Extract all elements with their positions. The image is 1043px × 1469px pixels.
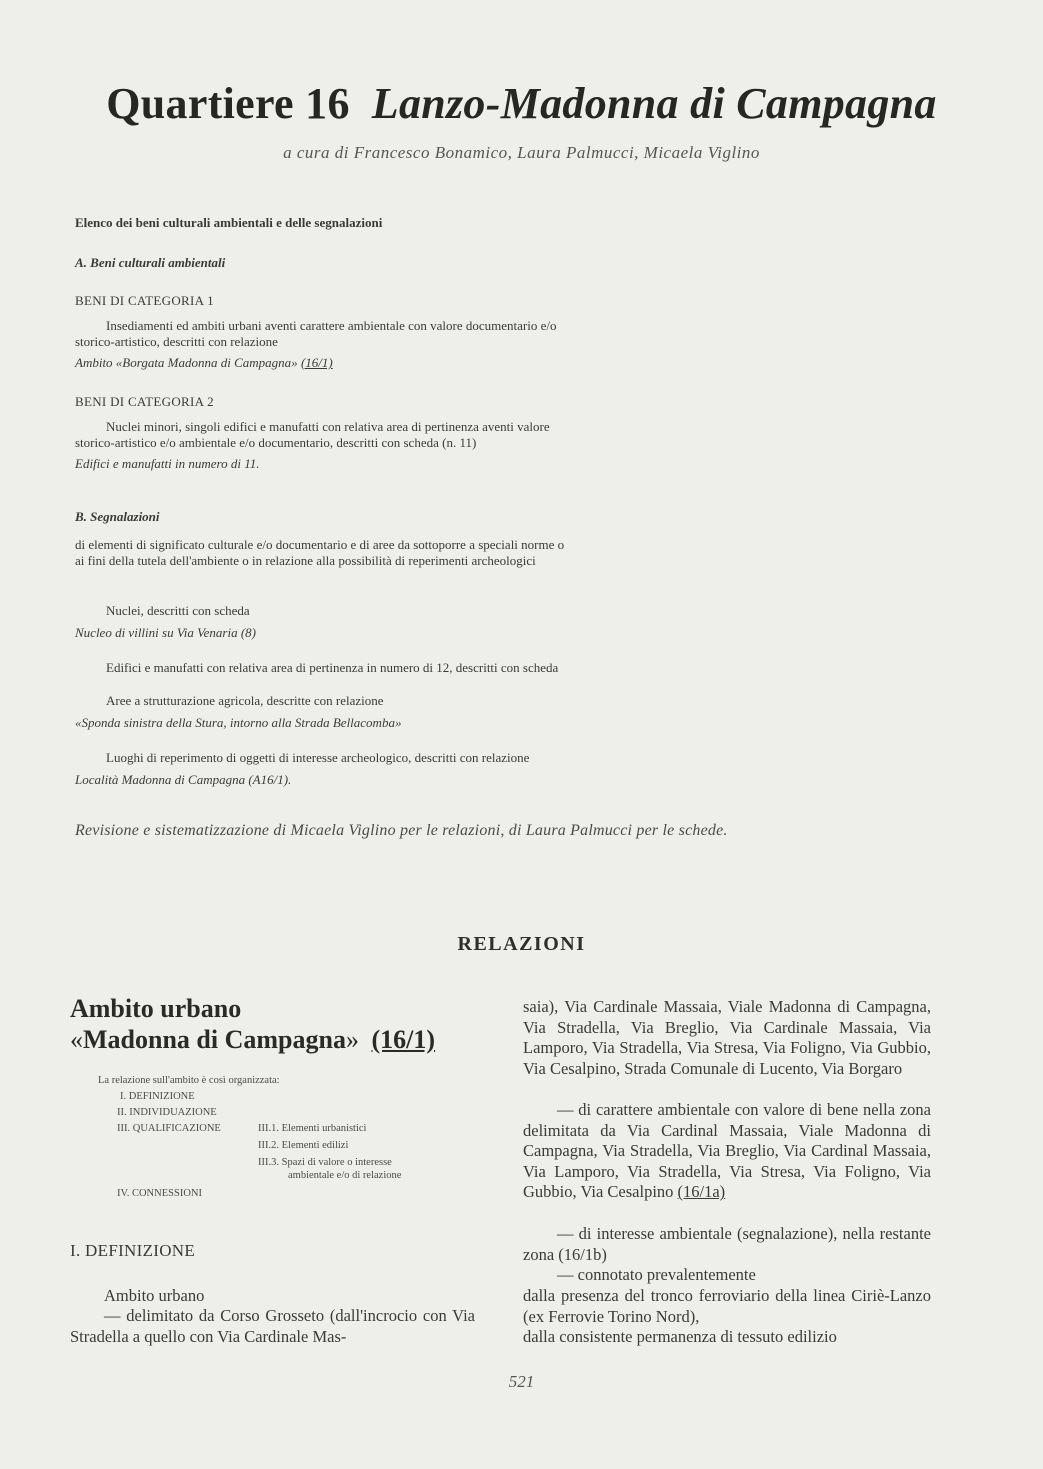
org-item-3-3b: ambientale e/o di relazione [288,1170,402,1181]
cat1-desc-1: Insediamenti ed ambiti urbani aventi carattere ambientale con valore documentario e/o [106,318,557,333]
right-p2-ref: (16/1a) [677,1182,726,1202]
cat1-item-text: Ambito «Borgata Madonna di Campagna» [75,355,301,370]
revision-note: Revisione e sistematizzazione di Micaela Viglino per le relazioni, di Laura Palmucci per le schede. [75,822,728,839]
cat1-item [75,354,333,371]
title-number: Quartiere 16 [106,79,350,128]
nuclei-item: Nucleo di villini su Via Venaria (8) [75,625,257,640]
title-open-quote: « [70,1025,83,1054]
relazioni-heading: RELAZIONI [457,933,586,955]
section-b-heading: B. Segnalazioni [75,509,160,524]
luoghi-label: Luoghi di reperimento di oggetti di interesse archeologico, descritti con relazione [106,750,530,765]
cat2-desc-2: storico-artistico e/o ambientale e/o documentario, descritti con scheda (n. 11) [75,435,477,450]
page-number: 521 [508,1372,535,1391]
cat2-item: Edifici e manufatti in numero di 11. [75,456,260,471]
edifici-label: Edifici e manufatti con relativa area di pertinenza in numero di 12, descritti con scheda [106,660,559,675]
right-p1: saia), Via Cardinale Massaia, Viale Madonna di Campagna, Via Stradella, Via Breglio, Via Cardinale Massaia, Via Lamporo, Via Stradella, Via Stresa, Via Foligno, Via Gubbio, Via Cesalpino, Strada Comunale di Lucento, Via Borgaro [523,997,931,1078]
org-item-3-2: III.2. Elementi edilizi [258,1140,349,1151]
definizione-heading: I. DEFINIZIONE [70,1241,196,1260]
title-name: Lanzo-Madonna di Campagna [371,79,937,128]
section-b-desc-1: di elementi di significato culturale e/o documentario e di aree da sottoporre a speciali norme o [75,537,565,552]
elenco-heading: Elenco dei beni culturali ambientali e delle segnalazioni [75,215,383,230]
aree-label: Aree a strutturazione agricola, descritte con relazione [106,693,384,708]
right-p2-text: — di carattere ambientale con valore di bene nella zona delimitata da Via Cardinal Massaia, Viale Madonna di Campagna, Via Stradella, Via Breglio, Via Cardinal Massaia, Via Lamporo, Via Stradella, Via Stresa, Via Foligno, Via Gubbio, Via Cesalpino [523,1100,931,1202]
cat2-desc-1: Nuclei minori, singoli edifici e manufatti con relativa area di pertinenza aventi valore [106,419,550,434]
definizione-p1: Ambito urbano [104,1286,205,1305]
cat2-label: BENI DI CATEGORIA 2 [75,394,214,409]
right-p6: dalla consistente permanenza di tessuto edilizio [523,1327,837,1346]
right-p4: — connotato prevalentemente [557,1265,756,1284]
cat1-item-ref: (16/1) [300,355,333,370]
right-p3: — di interesse ambientale (segnalazione), nella restante zona (16/1b) [523,1224,931,1264]
org-item-4: IV. CONNESSIONI [117,1188,202,1199]
luoghi-item: Località Madonna di Campagna (A16/1). [75,772,292,787]
org-item-3: III. QUALIFICAZIONE [117,1123,221,1134]
curators: a cura di Francesco Bonamico, Laura Palmucci, Micaela Viglino [283,143,760,162]
org-item-1: I. DEFINIZIONE [120,1091,195,1102]
ambito-title-line-1: Ambito urbano [70,994,242,1023]
org-item-2: II. INDIVIDUAZIONE [117,1107,217,1118]
org-item-3-3a: III.3. Spazi di valore o interesse [258,1157,392,1168]
definizione-p2: — delimitato da Corso Grosseto (dall'incrocio con Via Stradella a quello con Via Cardinale Mas- [70,1306,475,1346]
title-ambito-name: Madonna di Campagna [83,1025,346,1054]
page-title [0,78,1043,129]
aree-item: «Sponda sinistra della Stura, intorno alla Strada Bellacomba» [75,715,402,730]
org-item-3-1: III.1. Elementi urbanistici [258,1123,367,1134]
section-b-desc-2: ai fini della tutela dell'ambiente o in relazione alla possibilità di reperimenti archeologici [75,553,536,568]
title-close-quote: » [345,1025,359,1054]
cat1-desc-2: storico-artistico, descritti con relazione [75,334,278,349]
cat1-label: BENI DI CATEGORIA 1 [75,293,214,308]
nuclei-label: Nuclei, descritti con scheda [106,603,250,618]
right-p2 [523,1100,931,1203]
right-p5: dalla presenza del tronco ferroviario della linea Ciriè-Lanzo (ex Ferrovie Torino Nord), [523,1286,931,1326]
ambito-title-line-2 [70,1024,475,1055]
title-ambito-ref: (16/1) [371,1025,436,1054]
section-a-heading: A. Beni culturali ambientali [75,255,226,270]
org-intro: La relazione sull'ambito è così organizzata: [98,1075,280,1086]
